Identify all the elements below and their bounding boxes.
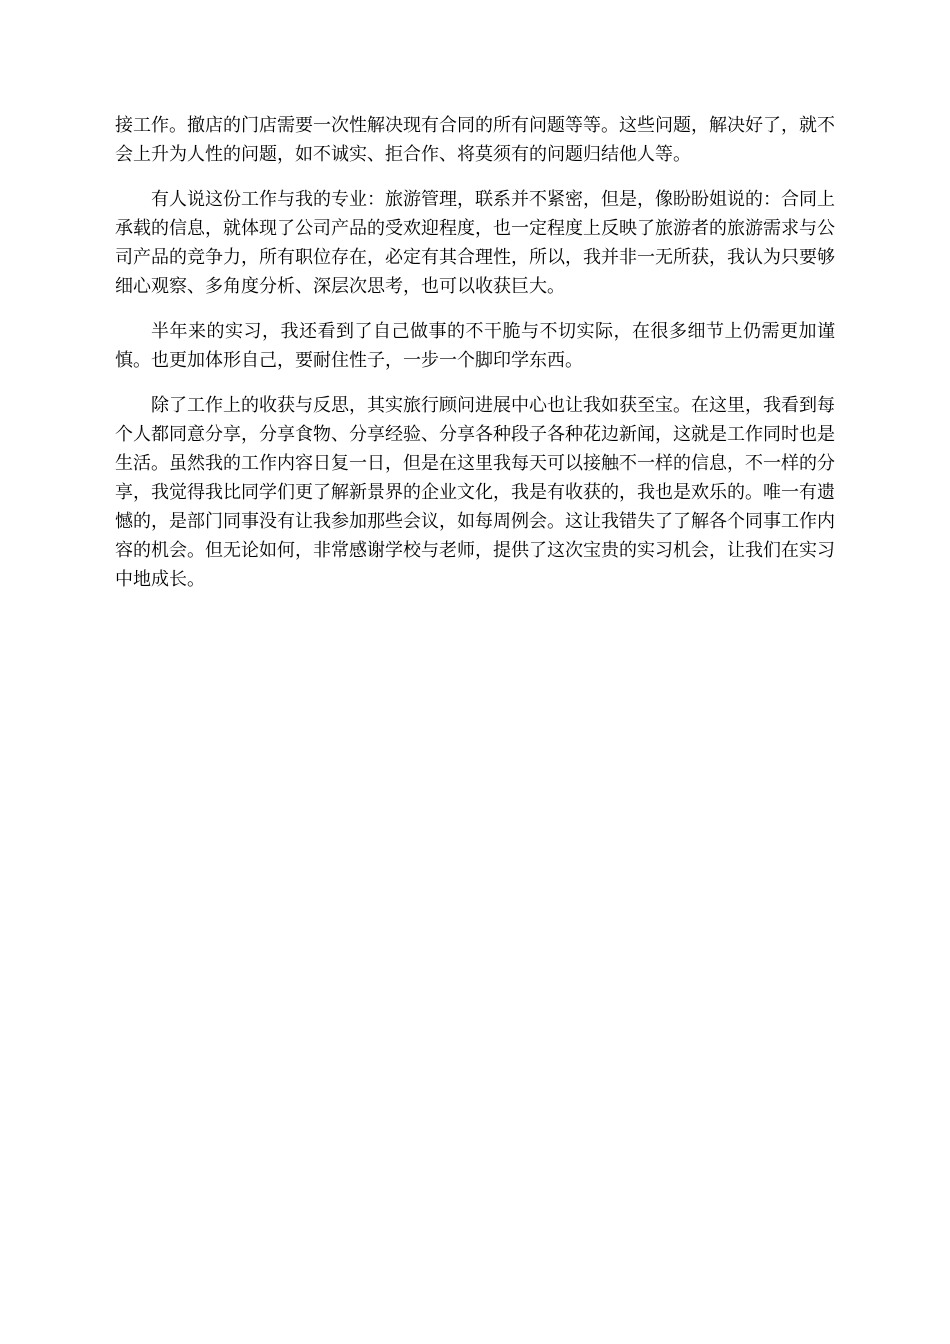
paragraph-continuation: 接工作。撤店的门店需要一次性解决现有合同的所有问题等等。这些问题，解决好了，就不会上升为人性的问题，如不诚实、拒合作、将莫须有的问题归结他人等。 bbox=[115, 115, 835, 165]
paragraph-self-reflection: 半年来的实习，我还看到了自己做事的不干脆与不切实际，在很多细节上仍需更加谨慎。也更加体形自己，要耐住性子，一步一个脚印学东西。 bbox=[115, 321, 835, 371]
document-body bbox=[115, 111, 835, 610]
paragraph-major-relevance: 有人说这份工作与我的专业：旅游管理，联系并不紧密，但是，像盼盼姐说的：合同上承载的信息，就体现了公司产品的受欢迎程度，也一定程度上反映了旅游者的旅游需求与公司产品的竞争力，所有职位存在，必定有其合理性，所以，我并非一无所获，我认为只要够细心观察、多角度分析、深层次思考，也可以收获巨大。 bbox=[115, 189, 835, 297]
paragraph-gains-and-thanks: 除了工作上的收获与反思，其实旅行顾问进展中心也让我如获至宝。在这里，我看到每个人都同意分享，分享食物、分享经验、分享各种段子各种花边新闻，这就是工作同时也是生活。虽然我的工作内容日复一日，但是在这里我每天可以接触不一样的信息，不一样的分享，我觉得我比同学们更了解新景界的企业文化，我是有收获的，我也是欢乐的。唯一有遗憾的，是部门同事没有让我参加那些会议，如每周例会。这让我错失了了解各个同事工作内容的机会。但无论如何，非常感谢学校与老师，提供了这次宝贵的实习机会，让我们在实习中地成长。 bbox=[115, 395, 835, 590]
